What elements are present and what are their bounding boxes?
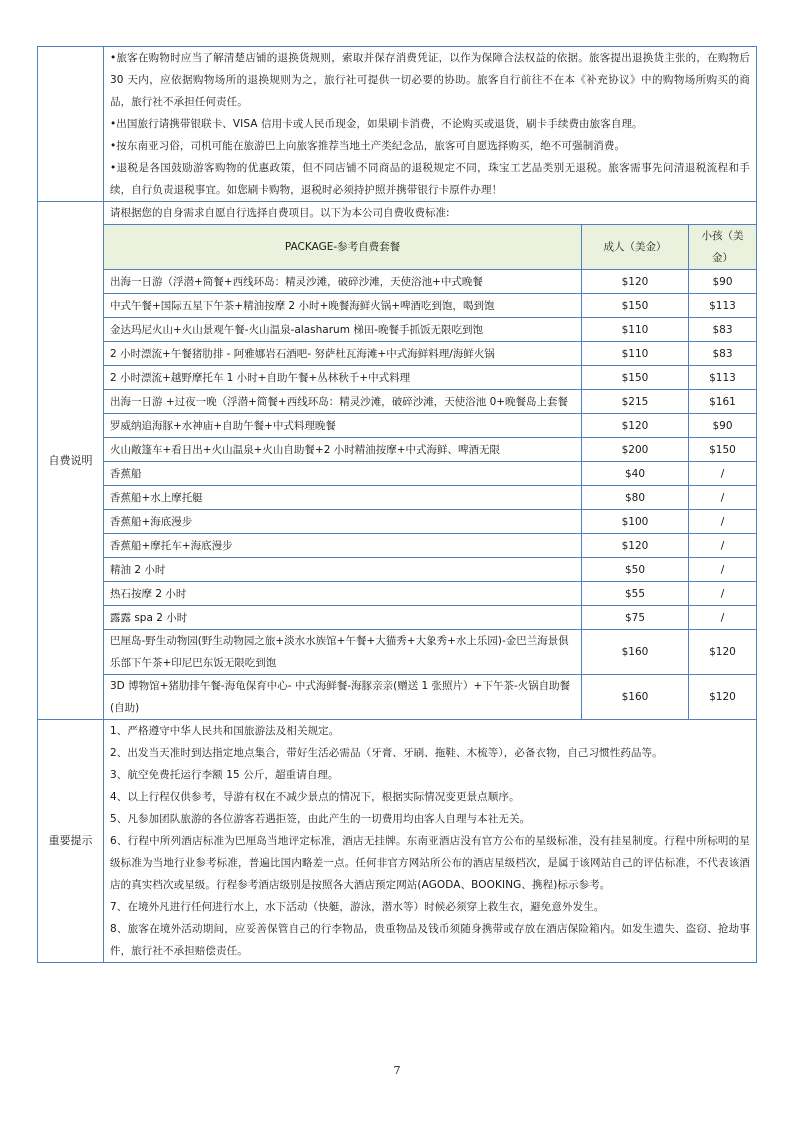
notes-label: 重要提示 [38, 720, 104, 963]
adult-price: $110 [582, 318, 689, 342]
price-row [104, 630, 756, 675]
child-price: $150 [689, 438, 757, 462]
package-name: 香蕉船 [104, 462, 582, 486]
child-price: / [689, 462, 757, 486]
notes-section [38, 720, 757, 963]
shopping-paragraph: •出国旅行请携带银联卡、VISA 信用卡或人民币现金，如果刷卡消费，不论购买或退货，刷卡手续费由旅客自理。 [110, 118, 643, 130]
package-name: 香蕉船+海底漫步 [104, 510, 582, 534]
adult-price: $150 [582, 366, 689, 390]
price-row [104, 558, 756, 582]
price-row [104, 438, 756, 462]
optional-tours-content [104, 202, 757, 720]
package-name: 露露 spa 2 小时 [104, 606, 582, 630]
adult-price: $110 [582, 342, 689, 366]
price-row [104, 294, 756, 318]
itinerary-table [37, 46, 757, 963]
child-price: $161 [689, 390, 757, 414]
adult-price: $80 [582, 486, 689, 510]
package-name: 巴厘岛-野生动物园(野生动物园之旅+淡水水族馆+午餐+大猫秀+大象秀+水上乐园)-金巴兰海景俱乐部下午茶+印尼巴东饭无限吃到饱 [104, 630, 582, 675]
child-price: / [689, 510, 757, 534]
child-price: $120 [709, 691, 736, 703]
note-item: 6、行程中所列酒店标准为巴厘岛当地评定标准，酒店无挂牌。东南亚酒店没有官方公布的星级标准，没有挂星制度。行程中所标明的星级标准为当地行业参考标准，普遍比国内略差一点。任何非官方网站所公布的酒店星级档次，是属于该网站自己的评估标准，不代表该酒店的真实档次或星级。行程参考酒店级别是按照各大酒店预定网站(AGODA、BOOKING、携程)标示参考。 [110, 835, 750, 891]
child-price: $83 [689, 318, 757, 342]
package-name: 2 小时漂流+午餐猪肋排 - 阿雅娜岩石酒吧- 努萨杜瓦海滩+中式海鲜料理/海鲜火锅 [104, 342, 582, 366]
package-name: 火山敞篷车+看日出+火山温泉+火山自助餐+2 小时精油按摩+中式海鲜、啤酒无限 [104, 438, 582, 462]
price-row [104, 606, 756, 630]
adult-price: $120 [582, 534, 689, 558]
adult-price: $100 [582, 510, 689, 534]
price-row [104, 318, 756, 342]
child-price-column-header: 小孩（美金） [689, 225, 757, 270]
optional-tours-section [38, 202, 757, 720]
price-table [104, 225, 756, 719]
package-name: 香蕉船+水上摩托艇 [104, 486, 582, 510]
package-name: 精油 2 小时 [104, 558, 582, 582]
child-price: $90 [689, 270, 757, 294]
page-number: 7 [393, 1064, 401, 1077]
shopping-paragraph: •退税是各国鼓励游客购物的优惠政策，但不同店铺不同商品的退税规定不同，珠宝工艺品类别无退税。旅客需事先问清退税流程和手续，自行负责退税事宜。如您刷卡购物，退税时必须持护照并携带银行卡原件办理！ [110, 162, 750, 196]
adult-price: $120 [582, 270, 689, 294]
child-price: / [689, 558, 757, 582]
adult-price: $215 [582, 390, 689, 414]
child-price: / [689, 534, 757, 558]
note-item: 5、凡参加团队旅游的各位游客若遇拒签，由此产生的一切费用均由客人自理与本社无关。 [110, 813, 531, 825]
price-row [104, 390, 756, 414]
note-item: 2、出发当天准时到达指定地点集合，带好生活必需品（牙膏、牙刷、拖鞋、木梳等），必备衣物，自己习惯性药品等。 [110, 747, 663, 759]
note-item: 1、严格遵守中华人民共和国旅游法及相关规定。 [110, 725, 340, 737]
child-price: $120 [689, 630, 757, 675]
child-price: $83 [689, 342, 757, 366]
price-row [104, 462, 756, 486]
price-row [104, 270, 756, 294]
package-name: 香蕉船+摩托车+海底漫步 [104, 534, 582, 558]
note-item: 7、在境外凡进行任何进行水上，水下活动（快艇，游泳，潜水等）时候必须穿上救生衣，避免意外发生。 [110, 901, 605, 913]
price-row [104, 486, 756, 510]
package-name: 出海一日游（浮潜+简餐+西线环岛：精灵沙滩，破碎沙滩，天使浴池+中式晚餐 [104, 270, 582, 294]
child-price: $113 [689, 366, 757, 390]
adult-price-column-header: 成人（美金） [582, 225, 689, 270]
adult-price: $50 [582, 558, 689, 582]
notes-content [104, 720, 757, 963]
shopping-section [38, 47, 757, 202]
price-row [104, 510, 756, 534]
child-price: $90 [689, 414, 757, 438]
adult-price: $40 [582, 462, 689, 486]
adult-price: $150 [582, 294, 689, 318]
package-name: 热石按摩 2 小时 [104, 582, 582, 606]
package-name: 2 小时漂流+越野摩托车 1 小时+自助午餐+丛林秋千+中式料理 [104, 366, 582, 390]
price-row [104, 582, 756, 606]
price-row [104, 414, 756, 438]
adult-price: $160 [582, 675, 689, 720]
optional-tours-intro: 请根据您的自身需求自愿自行选择自费项目。以下为本公司自费收费标准: [104, 202, 756, 225]
adult-price: $55 [582, 582, 689, 606]
shopping-paragraph: •按东南亚习俗，司机可能在旅游巴上向旅客推荐当地土产类纪念品，旅客可自愿选择购买，绝不可强制消费。 [110, 140, 626, 152]
package-name: 出海一日游 +过夜一晚（浮潜+简餐+西线环岛：精灵沙滩，破碎沙滩，天使浴池 0+晚餐岛上套餐 [104, 390, 582, 414]
note-item: 8、旅客在境外活动期间，应妥善保管自己的行李物品，贵重物品及钱币须随身携带或存放在酒店保险箱内。如发生遗失、盗窃、抢劫事件，旅行社不承担赔偿责任。 [110, 923, 750, 957]
package-column-header: PACKAGE-参考自费套餐 [104, 225, 582, 270]
price-row [104, 534, 756, 558]
optional-tours-label: 自费说明 [38, 202, 104, 720]
shopping-paragraph: •旅客在购物时应当了解清楚店铺的退换货规则，索取并保存消费凭证，以作为保障合法权益的依据。旅客提出退换货主张的，在购物后 30 天内，应依据购物场所的退换规则为之，旅行社可提供一切必要的协助。旅客自行前往不在本《补充协议》中的购物场所购买的商品，旅行社不承担任何责任。 [110, 52, 750, 108]
child-price: / [689, 582, 757, 606]
price-row [104, 342, 756, 366]
adult-price: $120 [582, 414, 689, 438]
note-item: 3、航空免费托运行李额 15 公斤，超重请自理。 [110, 769, 339, 781]
price-row [104, 366, 756, 390]
adult-price: $160 [582, 630, 689, 675]
price-row [104, 675, 756, 720]
package-name: 罗威纳追海豚+水神庙+自助午餐+中式料理晚餐 [104, 414, 582, 438]
shopping-label-cell [38, 47, 104, 202]
child-price: / [689, 486, 757, 510]
child-price: $113 [689, 294, 757, 318]
adult-price: $200 [582, 438, 689, 462]
price-table-header [104, 225, 756, 270]
package-name: 中式午餐+国际五星下午茶+精油按摩 2 小时+晚餐海鲜火锅+啤酒吃到饱，喝到饱 [104, 294, 582, 318]
adult-price: $75 [582, 606, 689, 630]
note-item: 4、以上行程仅供参考，导游有权在不减少景点的情况下，根据实际情况变更景点顺序。 [110, 791, 520, 803]
shopping-content [104, 47, 757, 202]
package-name: 3D 博物馆+猪肋排午餐-海龟保育中心- 中式海鲜餐-海豚亲亲(赠送 1 张照片）+下午茶-火锅自助餐(自助) [104, 675, 582, 720]
package-name: 金达玛尼火山+火山景观午餐-火山温泉-alasharum 梯田-晚餐手抓饭无限吃到饱 [104, 318, 582, 342]
child-price: / [689, 606, 757, 630]
